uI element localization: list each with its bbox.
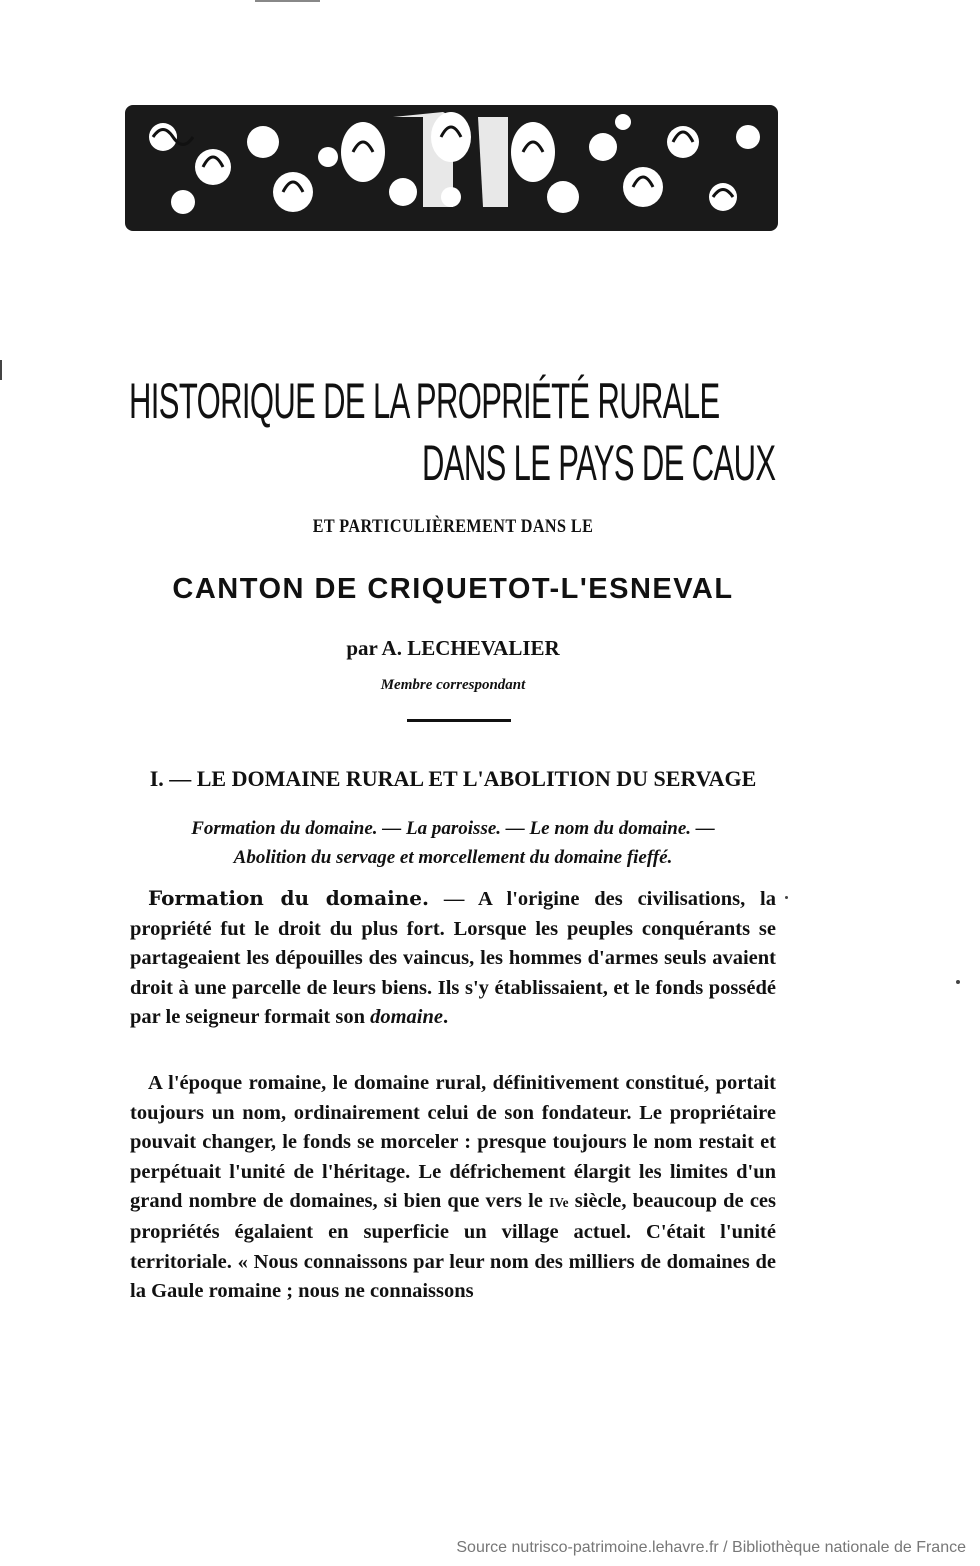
paragraph-text: A l'époque romaine, le domaine rural, définitivement constitué, portait toujours un nom, ordinairement celui de son fondateur. Le propriétaire pouvait changer, le fonds se morceler : presque toujours le nom restait et perpétuait l'unité de l'héritage. Le défrichement élargit les limites d'un grand nombre de domaines, si bien que vers le: [130, 1072, 776, 1213]
subtitle: ET PARTICULIÈREMENT DANS LE: [312, 516, 594, 537]
title-line-2: DANS LE PAYS DE CAUX: [422, 435, 776, 491]
paragraph-lead: Formation du domaine.: [148, 886, 429, 910]
title-line-1: HISTORIQUE DE LA PROPRIÉTÉ RURALE: [129, 373, 720, 429]
author-role: Membre correspondant: [380, 677, 526, 693]
scan-edge-mark: [0, 360, 2, 380]
emphasis: domaine: [370, 1006, 444, 1029]
paragraph-end: .: [443, 1006, 449, 1029]
source-footer: Source nutrisco-patrimoine.lehavre.fr / Bibliothèque nationale de France: [456, 1539, 966, 1556]
canton-title: CANTON DE CRIQUETOT-L'ESNEVAL: [172, 573, 734, 605]
scan-speck: [785, 896, 788, 899]
author: par A. LECHEVALIER: [346, 636, 560, 660]
scan-edge-mark: [255, 0, 320, 4]
paragraph-text: — A l'origine des civilisations, la propriété fut le droit du plus fort. Lorsque les peuples conquérants se partageaient les dépouilles des vaincus, les hommes d'armes seuls avaient droit à une parcelle de leurs biens. Ils s'y établissaient, et le fonds possédé par le seigneur formait son: [130, 888, 777, 1029]
paragraph-text-continued: siècle, beaucoup de ces propriétés égalaient en superficie un village actuel. C'était l'unité territoriale. « Nous connaissons par leur nom des milliers de domaines de la Gaule romaine ; nous ne connaissons: [130, 1190, 776, 1303]
chapter-heading: I. — LE DOMAINE RURAL ET L'ABOLITION DU SERVAGE: [149, 766, 757, 791]
decorative-headpiece-icon: [123, 97, 780, 235]
chapter-summary-line-1: Formation du domaine. — La paroisse. — Le nom du domaine. —: [191, 818, 715, 839]
century-numeral: IVe: [549, 1195, 569, 1211]
paragraph-2: [130, 1069, 776, 1307]
section-divider: [407, 719, 511, 722]
scan-speck: [956, 980, 960, 984]
chapter-summary-line-2: Abolition du servage et morcellement du domaine fieffé.: [233, 847, 673, 868]
paragraph-1: [130, 884, 776, 1033]
